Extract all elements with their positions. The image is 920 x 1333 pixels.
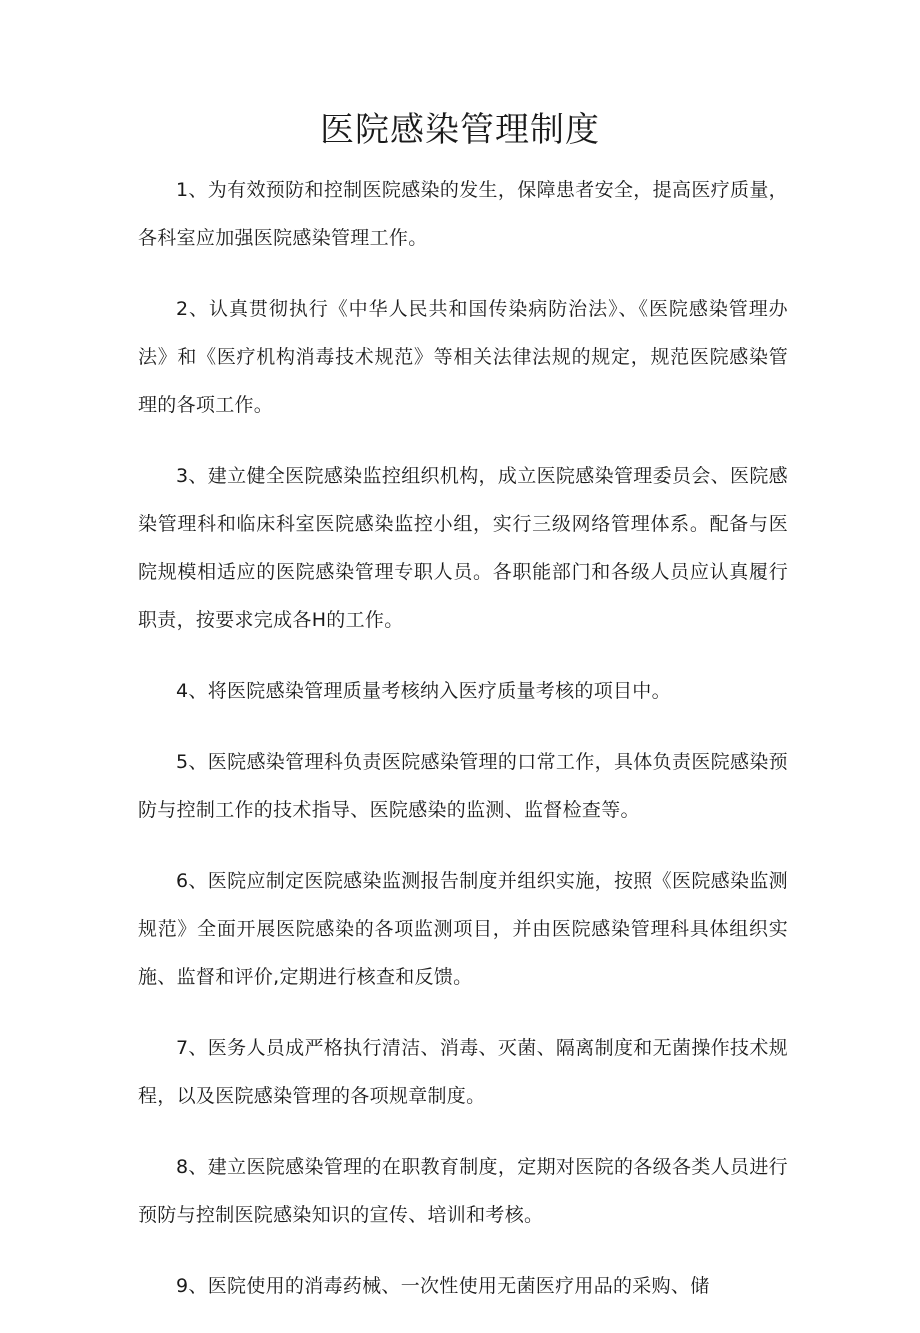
paragraph-7: 7、医务人员成严格执行清洁、消毒、灭菌、隔离制度和无菌操作技术规程，以及医院感染管理的各项规章制度。 (138, 1037, 788, 1107)
paragraph-1: 1、为有效预防和控制医院感染的发生，保障患者安全，提高医疗质量，各科室应加强医院感染管理工作。 (138, 179, 788, 249)
paragraph-9: 9、医院使用的消毒药械、一次性使用无菌医疗用品的采购、储 (176, 1275, 710, 1297)
paragraph-5: 5、医院感染管理科负责医院感染管理的口常工作，具体负责医院感染预防与控制工作的技术指导、医院感染的监测、监督检查等。 (138, 751, 788, 821)
paragraph-8: 8、建立医院感染管理的在职教育制度，定期对医院的各级各类人员进行预防与控制医院感染知识的宣传、培训和考核。 (138, 1156, 788, 1226)
paragraph-2: 2、认真贯彻执行《中华人民共和国传染病防治法》、《医院感染管理办法》和《医疗机构消毒技术规范》等相关法律法规的规定，规范医院感染管理的各项工作。 (138, 298, 788, 416)
paragraph-6: 6、医院应制定医院感染监测报告制度并组织实施，按照《医院感染监测规范》全面开展医院感染的各项监测项目，并由医院感染管理科具体组织实施、监督和评价,定期进行核查和反馈。 (138, 870, 788, 988)
document-body (138, 166, 788, 1333)
paragraph-3: 3、建立健全医院感染监控组织机构，成立医院感染管理委员会、医院感染管理科和临床科室医院感染监控小组，实行三级网络管理体系。配备与医院规模相适应的医院感染管理专职人员。各职能部门和各级人员应认真履行职责，按要求完成各H的工作。 (138, 465, 788, 631)
paragraph-4: 4、将医院感染管理质量考核纳入医疗质量考核的项目中。 (176, 680, 671, 702)
document-title: 医院感染管理制度 (320, 110, 600, 150)
